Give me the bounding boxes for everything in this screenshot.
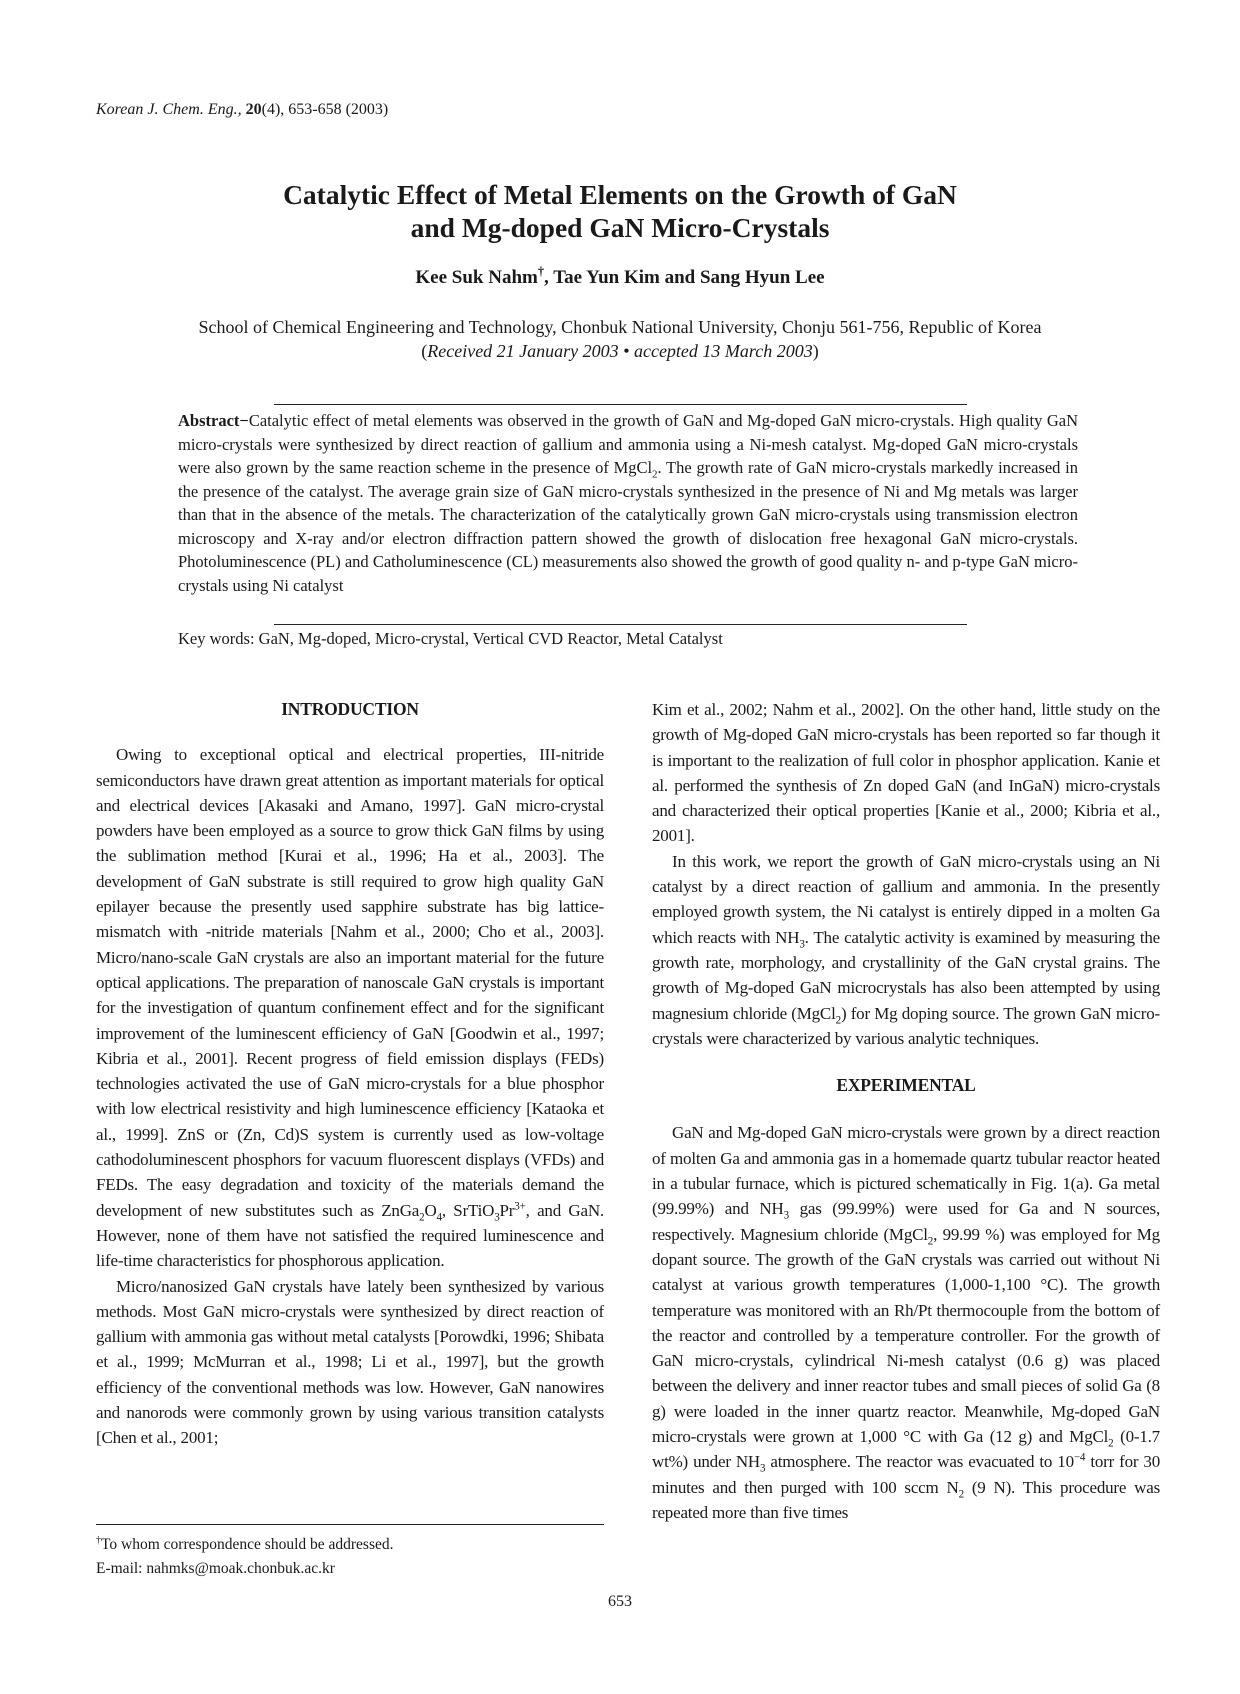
affiliation: School of Chemical Engineering and Technology, Chonbuk National University, Chonju 561-756, Republic of Korea — [198, 317, 1042, 337]
title-line-1: Catalytic Effect of Metal Elements on the Growth of GaN — [283, 179, 957, 210]
sub: 3 — [783, 1209, 789, 1222]
intro-p1-text-b: , and GaN. However, none of them have not satisfied the required luminescence and life-time characteristics for phosphorous application. — [96, 1200, 604, 1271]
exp-p1-c: , 99.99 %) was employed for Mg dopant source. The growth of the GaN crystals was carried out without Ni catalyst at various growth temperatures (1,000-1,100 °C). The growth temperature was monitored with an Rh/Pt thermocouple from the bottom of the reactor and controlled by a temperature controller. For the growth of GaN micro-crystals, cylindrical Ni-mesh catalyst (0.6 g) was placed between the delivery and inner reactor tubes and small pieces of solid Ga (8 g) were loaded in the inner quartz reactor. Meanwhile, Mg-doped GaN micro-crystals were grown at 1,000 °C with Ga (12 g) and MgCl — [652, 1224, 1160, 1447]
intro-p1-mid1: O — [424, 1200, 437, 1220]
footnote-mark: † — [96, 1534, 102, 1546]
footnote-email: E-mail: nahmks@moak.chonbuk.ac.kr — [96, 1560, 335, 1577]
intro-p1-mid2: , SrTiO — [441, 1200, 495, 1220]
footnote-rule — [96, 1524, 604, 1525]
intro-p4-b: . The catalytic activity is examined by measuring the growth rate, morphology, and crystallinity of the GaN crystal grains. The growth of Mg-doped GaN microcrystals has also been attempted by using magnesium chloride (MgCl — [652, 927, 1160, 1023]
abstract-bottom-rule — [274, 624, 967, 625]
intro-p1-text-a: Owing to exceptional optical and electrical properties, III-nitride semiconductors have drawn great attention as important materials for optical and electrical devices [Akasaki and Amano, 1997]. GaN micro-crystal powders have been employed as a source to grow thick GaN films by using the sublimation method [Kurai et al., 1996; Ha et al., 2003]. The development of GaN substrate is still required to grow high quality GaN epilayer because the presently used sapphire substrate has big lattice-mismatch with -nitride materials [Nahm et al., 2000; Cho et al., 2003]. Micro/nano-scale GaN crystals are also an important material for the future optical applications. The preparation of nanoscale GaN crystals is important for the investigation of quantum confinement effect and for the significant improvement of the luminescent efficiency of GaN [Goodwin et al., 1997; Kibria et al., 2001]. Recent progress of field emission displays (FEDs) technologies activated the use of GaN micro-crystals for a blue phosphor with low electrical resistivity and high luminescence efficiency [Kataoka et al., 1999]. ZnS or (Zn, Cd)S system is currently used as low-voltage cathodoluminescent phosphors for vacuum fluorescent displays (VFDs) and FEDs. The easy degradation and toxicity of the materials demand the development of new substitutes such as ZnGa — [96, 745, 604, 1220]
journal-volume: 20 — [245, 101, 262, 118]
affiliation-block — [0, 315, 1240, 363]
page-number: 653 — [608, 1593, 632, 1610]
sub: 3 — [799, 938, 805, 951]
exp-p1-a: GaN and Mg-doped GaN micro-crystals were grown by a direct reaction of molten Ga and ammonia gas in a homemade quartz tubular reactor heated in a tubular furnace, which is pictured schematically in Fig. 1(a). Ga metal (99.99%) and NH — [652, 1123, 1160, 1219]
abstract-text-1: Catalytic effect of metal elements was observed in the growth of GaN and Mg-doped GaN micro-crystals. High quality GaN micro-crystals were synthesized by direct reaction of gallium and ammonia using a Ni-mesh catalyst. Mg-doped GaN micro-crystals were also grown by the same reaction scheme in the presence of MgCl — [178, 411, 1078, 477]
exp-p1-g: (9 N). This procedure was repeated more than five times — [652, 1477, 1160, 1522]
sub: 2 — [835, 1013, 841, 1026]
intro-paragraph-1 — [96, 742, 604, 1273]
footnote-text: To whom correspondence should be addressed. — [101, 1536, 394, 1553]
footnote — [96, 1533, 394, 1581]
sub: 2 — [1108, 1437, 1114, 1450]
left-column — [96, 697, 604, 1451]
sup: −4 — [1073, 1451, 1086, 1464]
intro-p1-mid3: Pr — [499, 1200, 515, 1220]
exp-p1-f: torr for 30 minutes and then purged with 100 sccm N — [652, 1452, 1161, 1497]
intro-p4-c: ) for Mg doping source. The grown GaN micro-crystals were characterized by various analytic techniques. — [652, 1003, 1160, 1048]
intro-heading: INTRODUCTION — [281, 699, 419, 719]
intro-paragraph-2: Micro/nanosized GaN crystals have lately been synthesized by various methods. Most GaN micro-crystals were synthesized by direct reaction of gallium with ammonia gas without metal catalysts [Porowdki, 1996; Shibata et al., 1999; McMurran et al., 1998; Li et al., 1997], but the growth efficiency of the conventional methods was low. However, GaN nanowires and nanorods were commonly grown by using various transition catalysts [Chen et al., 2001; — [96, 1276, 604, 1448]
keywords: Key words: GaN, Mg-doped, Micro-crystal, Vertical CVD Reactor, Metal Catalyst — [178, 629, 723, 648]
journal-issue-pages: (4), 653-658 (2003) — [261, 101, 389, 118]
paper-title — [0, 178, 1240, 244]
intro-p4-a: In this work, we report the growth of GaN micro-crystals using an Ni catalyst by a direct reaction of gallium and ammonia. In the presently employed growth system, the Ni catalyst is entirely dipped in a molten Ga which reacts with NH — [652, 851, 1160, 947]
right-column — [652, 697, 1160, 1525]
footnote-line-1 — [96, 1533, 394, 1557]
received-text: Received 21 January 2003 • accepted 13 March 2003 — [427, 341, 813, 361]
intro-paragraph-4 — [652, 849, 1160, 1051]
abstract-label: Abstract — [178, 411, 240, 430]
author-rest: , Tae Yun Kim and Sang Hyun Lee — [544, 267, 825, 288]
abstract — [178, 409, 1078, 597]
exp-p1-d: (0-1.7 wt%) under NH — [652, 1427, 1160, 1472]
sub: 2 — [927, 1235, 934, 1248]
experimental-paragraph-1 — [652, 1120, 1160, 1525]
author-mark: † — [537, 264, 545, 279]
journal-citation — [96, 101, 388, 119]
abstract-sub: 2 — [652, 468, 658, 481]
abstract-text-2: . The growth rate of GaN micro-crystals markedly increased in the presence of the catalyst. The average grain size of GaN micro-crystals synthesized in the presence of Ni and Mg metals was larger than that in the absence of the metals. The characterization of the catalytically grown GaN micro-crystals using transmission electron microscopy and X-ray and/or electron diffraction pattern showed the growth of dislocation free hexagonal GaN micro-crystals. Photoluminescence (PL) and Catholuminescence (CL) measurements also showed the growth of good quality n- and p-type GaN micro-crystals using Ni catalyst — [178, 458, 1078, 595]
intro-paragraph-3: Kim et al., 2002; Nahm et al., 2002]. On the other hand, little study on the growth of Mg-doped GaN micro-crystals has been reported so far though it is important to the realization of full color in phosphor application. Kanie et al. performed the synthesis of Zn doped GaN (and InGaN) micro-crystals and characterized their optical properties [Kanie et al., 2000; Kibria et al., 2001]. — [652, 700, 1160, 846]
sub: 3 — [494, 1211, 500, 1224]
sub: 2 — [419, 1211, 425, 1224]
title-line-2: and Mg-doped GaN Micro-Crystals — [410, 212, 830, 243]
author-first: Kee Suk Nahm — [415, 267, 538, 288]
abstract-top-rule — [274, 404, 967, 405]
sub: 4 — [436, 1211, 442, 1224]
sup: 3+ — [514, 1199, 526, 1212]
abstract-dash: − — [239, 411, 249, 430]
sub: 2 — [958, 1488, 964, 1500]
exp-p1-b: gas (99.99%) were used for Ga and N sources, respectively. Magnesium chloride (MgCl — [652, 1199, 1160, 1244]
received-dates: (Received 21 January 2003 • accepted 13 March 2003) — [421, 341, 819, 361]
exp-p1-e: atmosphere. The reactor was evacuated to 10 — [765, 1452, 1074, 1472]
author-list — [0, 264, 1240, 289]
journal-name: Korean J. Chem. Eng., — [96, 101, 242, 118]
sub: 3 — [760, 1462, 766, 1475]
experimental-heading: EXPERIMENTAL — [836, 1075, 976, 1096]
